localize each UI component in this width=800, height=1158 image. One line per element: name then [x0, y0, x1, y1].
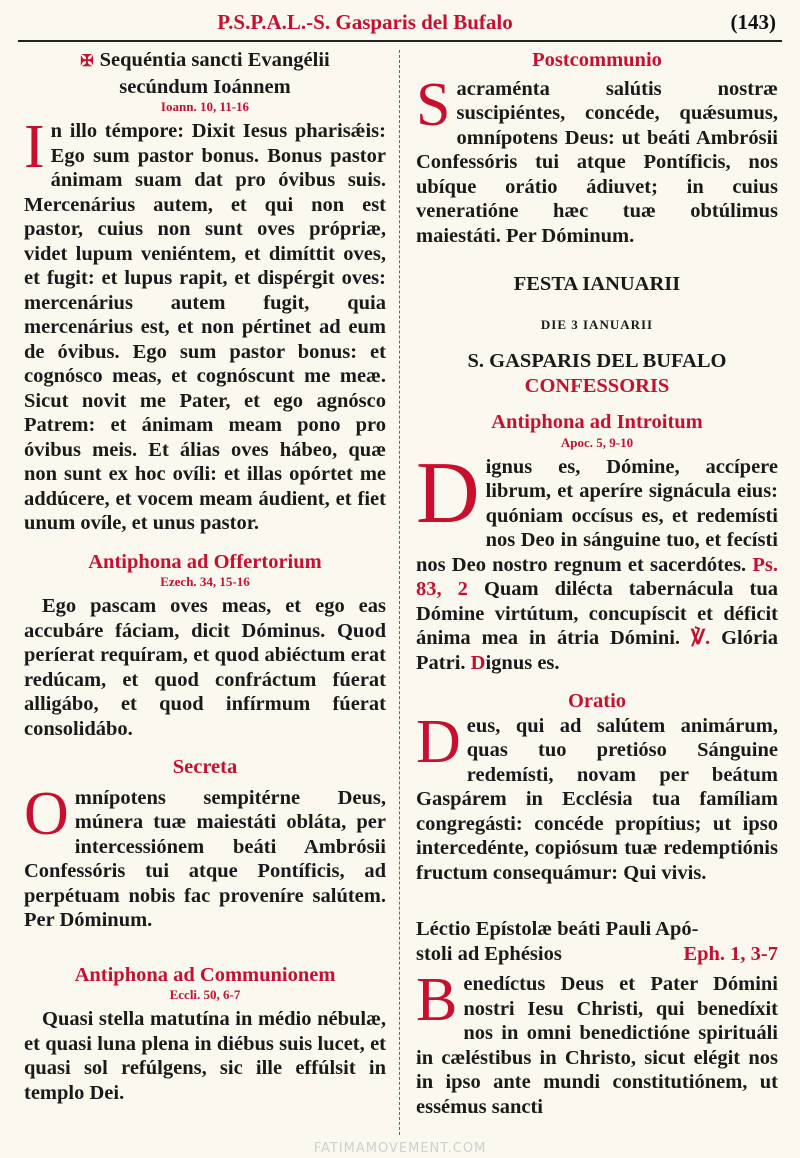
lectio-section — [416, 917, 778, 1119]
page-header — [18, 6, 782, 42]
psalm-reference: Ps. 83, 2 — [416, 553, 778, 600]
running-title: P.S.P.A.L.-S. Gasparis del Bufalo — [217, 10, 513, 34]
communion-section — [24, 963, 386, 1106]
gospel-reference: Ioann. 10, 11-16 — [160, 99, 250, 114]
gospel-dropcap: I — [24, 113, 45, 181]
lectio-title-line2: stoli ad Ephésios Eph. 1, 3-7 — [416, 942, 778, 965]
left-column — [24, 48, 386, 1105]
lectio-text: Benedíctus Deus et Pater Dómini nostri Iesu Christi, qui benedíxit nos in omni benedictióne spirituáli in cæléstibus in Christo, sicut elégit nos in ipso ante mundi constitutiónem, ut essémus sancti — [416, 966, 778, 1118]
gospel-text: In illo témpore: Dixit Iesus pharisǽis: Ego sum pastor bonus. Bonus pastor ánimam suam dat pro óvibus suis. Mercenárius autem, et qui non est pastor, cuius non sunt oves própriæ, videt lupum veniéntem, et dimíttit oves, et fugit: et lupus rapit, et dispérgit oves: mercenárius autem fugit, quia mercenárius est, et non pértinet ad eum de óvibus. Ego sum pastor bonus: et cognósco meas, et cognóscunt me meæ. Sicut novit me Pater, et ego agnósco Patrem: et ánimam meam pono pro óvibus meis. Et álias oves hábeo, quæ non sunt ex hoc ovíli: et illas opórtet me addúcere, et vocem meam áudient, et fiet unum ovíle, et unus pastor. — [24, 113, 386, 534]
postcommunion-text: Sacraménta salútis nostræ suscipiéntes, concéde, quǽsumus, omnípotens Deus: ut beáti Ambrósii Confessóris tui atque Pontíficis, nos ubíque orátio ádiuvet; in cuius veneratióne hæc tuæ obtúlimus maiestáti. Per Dóminum. — [416, 70, 778, 247]
festa-heading: FESTA IANUARII — [513, 273, 681, 295]
gospel-section — [24, 48, 386, 536]
lectio-dropcap: B — [416, 966, 458, 1034]
communion-reference: Eccli. 50, 6-7 — [169, 987, 241, 1002]
oratio-section — [416, 689, 778, 885]
postcommunion-dropcap: S — [416, 70, 451, 139]
gospel-title-line2: secúndum Ioánnem — [119, 75, 291, 98]
introit-reference: Apoc. 5, 9-10 — [560, 434, 634, 450]
postcommunion-section — [416, 48, 778, 248]
oratio-dropcap: D — [416, 707, 461, 776]
page-number: (143) — [730, 10, 776, 34]
introit-dropcap: D — [416, 444, 480, 542]
communion-title: Antiphona ad Communionem — [74, 963, 336, 986]
offertory-section — [24, 550, 386, 742]
watermark: FATIMAMOVEMENT.COM — [313, 1141, 487, 1156]
secret-dropcap: O — [24, 779, 69, 848]
offertory-title: Antiphona ad Offertorium — [88, 550, 322, 573]
versicle-symbol: ℣. — [690, 627, 711, 649]
right-column — [416, 48, 778, 1119]
oratio-text: Deus, qui ad salútem animárum, quas tuo pretióso Sánguine redemísti, novam per beátum Gaspárem in Ecclésia tua famíliam congregásti: concéde propítius; ut ipso intercedénte, copiósum tuæ redemptiónis fructum consequámur: Qui vivis. — [416, 707, 778, 884]
saint-name: S. GASPARIS DEL BUFALO — [467, 350, 727, 372]
introit-text: Dignus es, Dómine, accípere librum, et aperíre signácula eius: quóniam occísus es, et redemísti nos Deo in sánguine tuo, et fecísti nos Deo nostro regnum et sacerdótes. Ps. 83, 2 Quam dilécta tabernácula tua Dómine virtútum, concupíscit et déficit ánima mea in átria Dómini. ℣. Glória Patri. Dignus es. — [416, 444, 779, 674]
lectio-title-line1: Léctio Epístolæ beáti Pauli Apó- — [416, 918, 699, 940]
cross-icon: ✠ — [80, 53, 94, 70]
lectio-reference: Eph. 1, 3-7 — [683, 942, 778, 965]
column-divider — [399, 50, 401, 1135]
offertory-text: Ego pascam oves meas, et ego eas accubáre fáciam, dicit Dóminus. Quod períerat requíram, et quod abiéctum erat redúcam, et quod confráctum fúerat alligábo, et quod infírmum fúerat consolidábo. — [24, 595, 386, 740]
postcommunion-title: Postcommunio — [532, 49, 662, 71]
offertory-reference: Ezech. 34, 15-16 — [160, 574, 250, 589]
introit-title: Antiphona ad Introitum — [491, 411, 703, 433]
saint-title: CONFESSORIS — [524, 374, 670, 397]
gospel-title: ✠ Sequéntia sancti Evangélii — [80, 49, 330, 71]
secret-title: Secreta — [172, 756, 238, 778]
repeat-initial: D — [470, 651, 486, 674]
oratio-title: Oratio — [567, 690, 627, 712]
secret-text: Omnípotens sempitérne Deus, múnera tuæ maiestáti obláta, per intercessiónem beáti Ambrósii Confessóris tui atque Pontíficis, ad perpétuam nobis fac proveníre salútem. Per Dóminum. — [24, 779, 386, 931]
introit-section — [416, 410, 778, 675]
die-heading: DIE 3 IANUARII — [540, 316, 654, 332]
secret-section — [24, 755, 386, 933]
communion-text: Quasi stella matutína in médio nébulæ, et quasi luna plena in diébus suis lucet, et quasi sol refúlgens, sic ille effúlsit in templo Dei. — [24, 1008, 386, 1104]
